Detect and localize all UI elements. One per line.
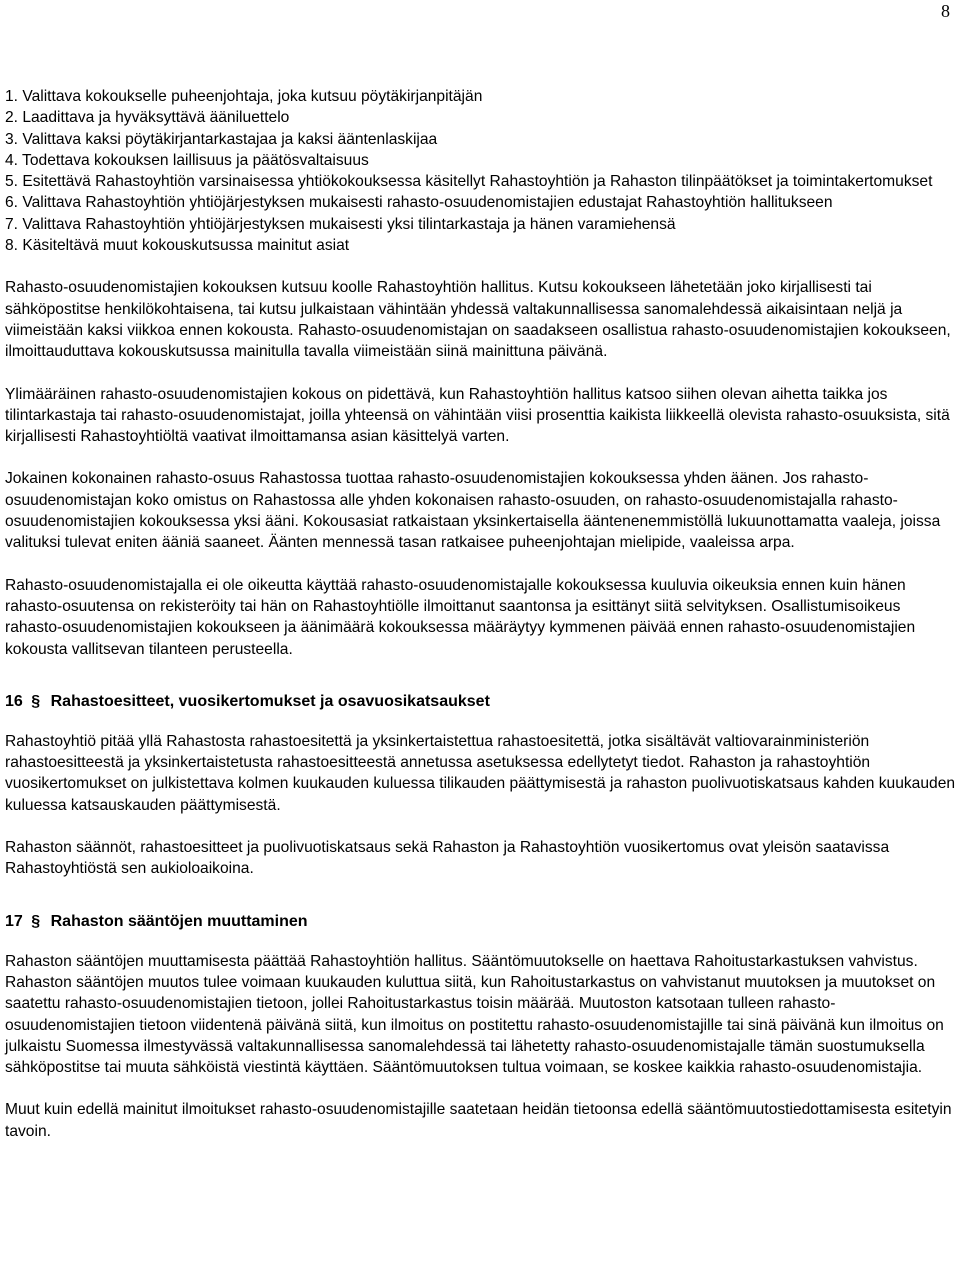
section-16-title: Rahastoesitteet, vuosikertomukset ja osavuosikatsaukset xyxy=(50,692,490,710)
section-17-title: Rahaston sääntöjen muuttaminen xyxy=(50,912,308,930)
section-17-number: 17 xyxy=(5,912,23,930)
agenda-item-2: 2. Laadittava ja hyväksyttävä ääniluettelo xyxy=(5,109,290,127)
section-17-mark: § xyxy=(31,912,41,930)
agenda-item-5: 5. Esitettävä Rahastoyhtiön varsinaisessa yhtiökokouksessa käsitellyt Rahastoyhtiön ja Rahaston tilinpäätökset ja toimintakertomukset xyxy=(5,173,933,191)
section-17-paragraph-1: Rahaston sääntöjen muuttamisesta päättää Rahastoyhtiön hallitus. Sääntömuutokselle on haettava Rahoitustarkastuksen vahvistus. Rahaston sääntöjen muutos tulee voimaan kuukauden kuluttua siitä, kun Rahoitustarkastus on vahvistanut muutoksen ja muutokset on saatettu rahasto-osuudenomistajien tietoon, jollei Rahoitustarkastus toisin määrää. Muutoston katsotaan tulleen rahasto-osuudenomistajien tietoon viidentenä päivänä siitä, kun ilmoitus on postitettu rahasto-osuudenomistajille tai sinä päivänä kun ilmoitus on julkaistu Suomessa ilmestyvässä valtakunnallisessa sanomalehdessä tai lähetetty rahasto-osuudenomistajalle tämän suostumuksella sähköpostitse tai muuta sähköistä viestintä käyttäen. Sääntömuutoksen tultua voimaan, se koskee kaikkia rahasto-osuudenomistajia. xyxy=(5,952,944,1077)
agenda-item-1: 1. Valittava kokoukselle puheenjohtaja, joka kutsuu pöytäkirjanpitäjän xyxy=(5,88,483,105)
document-body xyxy=(5,86,957,1163)
section-16-paragraph-1: Rahastoyhtiö pitää yllä Rahastosta rahastoesitettä ja yksinkertaistettua rahastoesitettä, jotka sisältävät valtiovarainministeriön rahastoesitteestä ja yksinkertaistetusta rahastoesitteestä annetussa asetuksessa edellytetyt tiedot. Rahaston ja rahastoyhtiön vuosikertomukset on julkistettava kolmen kuukauden kuluessa tilikauden päättymisestä ja rahaston puolivuotiskatsaus kahden kuukauden kuluessa katsauskauden päättymisestä. xyxy=(5,732,956,814)
agenda-item-8: 8. Käsiteltävä muut kokouskutsussa mainitut asiat xyxy=(5,237,350,255)
section-16-mark: § xyxy=(31,692,41,710)
section-16-paragraph-2: Rahaston säännöt, rahastoesitteet ja puolivuotiskatsaus sekä Rahaston ja Rahastoyhtiön vuosikertomus ovat yleisön saatavissa Rahastoyhtiöstä sen aukioloaikoina. xyxy=(5,839,890,878)
meeting-notice-paragraph: Rahasto-osuudenomistajien kokouksen kutsuu koolle Rahastoyhtiön hallitus. Kutsu kokoukseen lähetetään joko kirjallisesti tai sähköpostitse henkilökohtaisena, tai kutsu julkaistaan vähintään yhdessä valtakunnallisessa sanomalehdessä aikaisintaan neljä ja viimeistään kaksi viikkoa ennen kokousta. Rahasto-osuudenomistajan on saadakseen osallistua rahasto-osuudenomistajien kokoukseen, ilmoittauduttava kokouskutsussa mainitulla tavalla viimeistään siinä mainittuna päivänä. xyxy=(5,279,951,361)
agenda-item-6: 6. Valittava Rahastoyhtiön yhtiöjärjestyksen mukaisesti rahasto-osuudenomistajien edustajat Rahastoyhtiön hallitukseen xyxy=(5,194,833,212)
agenda-item-3: 3. Valittava kaksi pöytäkirjantarkastajaa ja kaksi ääntenlaskijaa xyxy=(5,130,438,148)
section-16-number: 16 xyxy=(5,692,23,710)
voting-rights-paragraph: Jokainen kokonainen rahasto-osuus Rahastossa tuottaa rahasto-osuudenomistajien kokouksessa yhden äänen. Jos rahasto-osuudenomistajan koko omistus on Rahastossa alle yhden kokonaisen rahasto-osuuden, on rahasto-osuudenomistajalla rahasto-osuudenomistajien kokouksessa yksi ääni. Kokousasiat ratkaistaan yksinkertaisella ääntenenemmistöllä lukuunottamatta vaaleja, joissa valituksi tulevat eniten ääniä saaneet. Äänten mennessä tasan ratkaisee puheenjohtajan mielipide, vaaleissa arpa. xyxy=(5,470,941,552)
agenda-item-7: 7. Valittava Rahastoyhtiön yhtiöjärjestyksen mukaisesti yksi tilintarkastaja ja hänen varamiehensä xyxy=(5,215,676,233)
extraordinary-meeting-paragraph: Ylimääräinen rahasto-osuudenomistajien kokous on pidettävä, kun Rahastoyhtiön hallitus katsoo siihen olevan aihetta taikka jos tilintarkastaja tai rahasto-osuudenomistajat, joilla yhteensä on vähintään viisi prosenttia kaikista liikkeellä olevista rahasto-osuuksista, sitä kirjallisesti Rahastoyhtiöltä vaativat ilmoittamansa asian käsittelyä varten. xyxy=(5,385,950,446)
participation-rights-paragraph: Rahasto-osuudenomistajalla ei ole oikeutta käyttää rahasto-osuudenomistajalle kokouksessa kuuluvia oikeuksia ennen kuin hänen rahasto-osuutensa on rekisteröity tai hän on Rahastoyhtiölle ilmoittanut saantonsa ja esittänyt siitä selvityksen. Osallistumisoikeus rahasto-osuudenomistajien kokoukseen ja äänimäärä kokouksessa määräytyy kymmenen päivää ennen rahasto-osuudenomistajien kokousta vallitsevan tilanteen perusteella. xyxy=(5,576,916,658)
agenda-list xyxy=(5,86,957,256)
agenda-item-4: 4. Todettava kokouksen laillisuus ja päätösvaltaisuus xyxy=(5,151,369,169)
page-number: 8 xyxy=(941,1,950,21)
section-17-heading xyxy=(5,911,957,933)
section-17-paragraph-2: Muut kuin edellä mainitut ilmoitukset rahasto-osuudenomistajille saatetaan heidän tietoonsa edellä sääntömuutostiedottamisesta esitetyin tavoin. xyxy=(5,1101,952,1140)
section-16-heading xyxy=(5,691,957,713)
